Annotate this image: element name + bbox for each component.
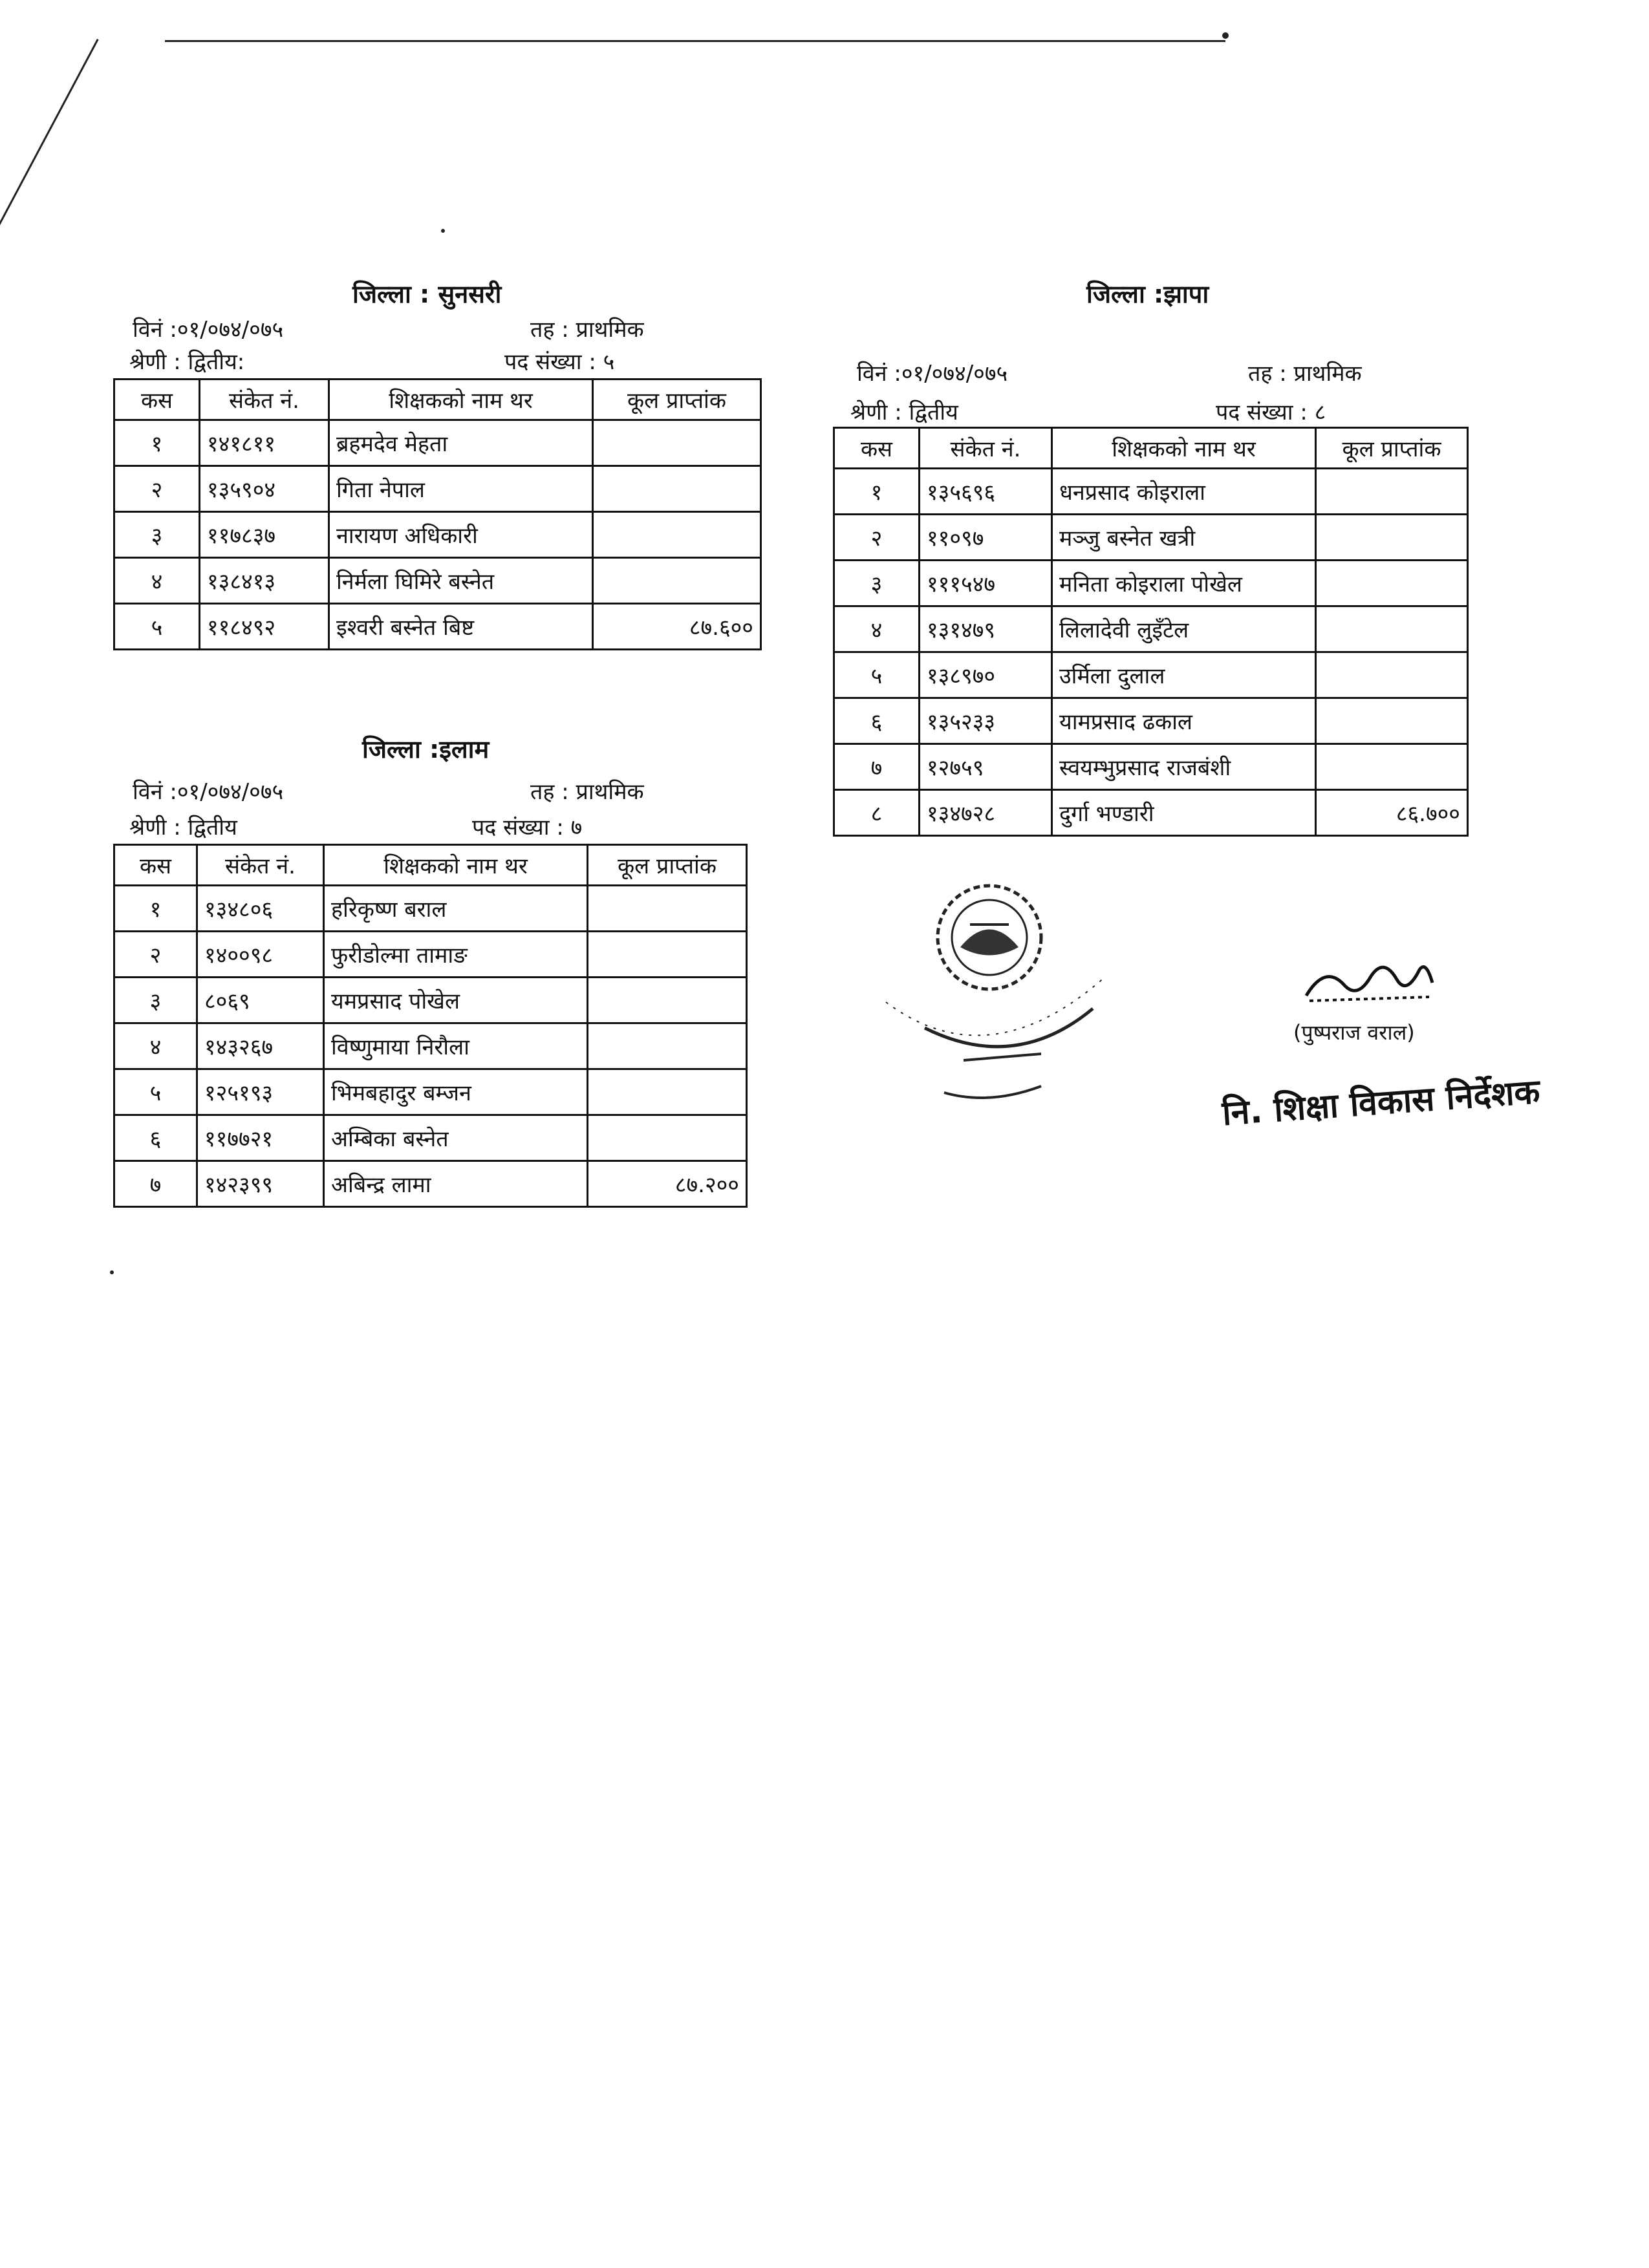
cell-marks bbox=[1316, 561, 1468, 606]
cell-marks bbox=[1316, 469, 1468, 515]
table-row bbox=[834, 606, 1468, 652]
table-row bbox=[114, 886, 747, 932]
cell-marks bbox=[593, 558, 761, 604]
results-table bbox=[113, 378, 762, 650]
table-row bbox=[834, 561, 1468, 606]
table-row bbox=[834, 698, 1468, 744]
cell-marks bbox=[1316, 606, 1468, 652]
table-header-row bbox=[114, 380, 761, 420]
col-header-sn: कस bbox=[834, 428, 920, 469]
cell-name: अबिन्द्र लामा bbox=[324, 1161, 588, 1207]
cell-marks bbox=[1316, 698, 1468, 744]
cell-name: भिमबहादुर बम्जन bbox=[324, 1069, 588, 1115]
cell-code: १३५९०४ bbox=[200, 466, 329, 512]
notice-number: विनं :०१/०७४/०७५ bbox=[133, 317, 284, 343]
cell-sn: १ bbox=[834, 469, 920, 515]
level-label: तह : प्राथमिक bbox=[530, 317, 644, 343]
cell-name: ब्रहमदेव मेहता bbox=[329, 420, 593, 466]
posts-count: पद संख्या : ७ bbox=[472, 815, 583, 840]
table-row bbox=[114, 978, 747, 1023]
district-title: जिल्ला : सुनसरी bbox=[352, 280, 502, 308]
cell-sn: ५ bbox=[114, 604, 200, 650]
cell-code: १२७५९ bbox=[920, 744, 1052, 790]
col-header-marks: कूल प्राप्तांक bbox=[1316, 428, 1468, 469]
cell-code: ८०६९ bbox=[197, 978, 324, 1023]
table-row bbox=[114, 1023, 747, 1069]
table-row bbox=[114, 420, 761, 466]
cell-marks bbox=[588, 978, 747, 1023]
scan-border-top bbox=[165, 40, 1225, 42]
cell-code: १४२३९९ bbox=[197, 1161, 324, 1207]
emblem-icon bbox=[938, 886, 1041, 989]
table-header-row bbox=[114, 845, 747, 886]
cell-code: ११७८३७ bbox=[200, 512, 329, 558]
results-table bbox=[113, 844, 748, 1208]
cell-sn: ३ bbox=[114, 512, 200, 558]
table-row bbox=[834, 515, 1468, 561]
cell-code: १४००९८ bbox=[197, 932, 324, 978]
cell-code: ११०९७ bbox=[920, 515, 1052, 561]
cell-marks: ८७.६०० bbox=[593, 604, 761, 650]
cell-name: इश्वरी बस्नेत बिष्ट bbox=[329, 604, 593, 650]
cell-marks bbox=[593, 466, 761, 512]
cell-marks: ८६.७०० bbox=[1316, 790, 1468, 836]
cell-sn: १ bbox=[114, 420, 200, 466]
col-header-sn: कस bbox=[114, 380, 200, 420]
table-row bbox=[114, 1161, 747, 1207]
cell-code: १११५४७ bbox=[920, 561, 1052, 606]
cell-code: ११७७२१ bbox=[197, 1115, 324, 1161]
official-seal-stamp bbox=[847, 866, 1145, 1151]
signatory-name: (पुष्पराज वराल) bbox=[1293, 1020, 1415, 1045]
cell-name: अम्बिका बस्नेत bbox=[324, 1115, 588, 1161]
cell-sn: ६ bbox=[834, 698, 920, 744]
scan-speck bbox=[110, 1270, 114, 1274]
col-header-name: शिक्षकको नाम थर bbox=[329, 380, 593, 420]
cell-marks bbox=[588, 1115, 747, 1161]
col-header-marks: कूल प्राप्तांक bbox=[588, 845, 747, 886]
cell-name: यमप्रसाद पोखेल bbox=[324, 978, 588, 1023]
results-table bbox=[833, 427, 1469, 837]
table-row bbox=[834, 744, 1468, 790]
cell-sn: ७ bbox=[114, 1161, 197, 1207]
table-row bbox=[114, 1069, 747, 1115]
cell-marks bbox=[588, 886, 747, 932]
district-title: जिल्ला :झापा bbox=[1086, 280, 1209, 308]
cell-sn: २ bbox=[114, 932, 197, 978]
table-row bbox=[834, 652, 1468, 698]
cell-sn: ४ bbox=[834, 606, 920, 652]
cell-sn: २ bbox=[834, 515, 920, 561]
cell-marks bbox=[588, 1023, 747, 1069]
col-header-name: शिक्षकको नाम थर bbox=[1052, 428, 1316, 469]
cell-code: १३५६९६ bbox=[920, 469, 1052, 515]
cell-marks bbox=[593, 420, 761, 466]
table-row bbox=[114, 512, 761, 558]
signature-mark bbox=[1300, 950, 1442, 1009]
cell-code: १४१८११ bbox=[200, 420, 329, 466]
cell-code: १४३२६७ bbox=[197, 1023, 324, 1069]
cell-name: धनप्रसाद कोइराला bbox=[1052, 469, 1316, 515]
cell-name: यामप्रसाद ढकाल bbox=[1052, 698, 1316, 744]
posts-count: पद संख्या : ५ bbox=[504, 349, 615, 375]
grade-label: श्रेणी : द्वितीय: bbox=[129, 349, 245, 375]
cell-marks: ८७.२०० bbox=[588, 1161, 747, 1207]
cell-code: १३८४१३ bbox=[200, 558, 329, 604]
cell-marks bbox=[588, 1069, 747, 1115]
cell-sn: ७ bbox=[834, 744, 920, 790]
col-header-name: शिक्षकको नाम थर bbox=[324, 845, 588, 886]
cell-marks bbox=[1316, 744, 1468, 790]
cell-name: दुर्गा भण्डारी bbox=[1052, 790, 1316, 836]
cell-sn: ४ bbox=[114, 558, 200, 604]
cell-sn: ५ bbox=[834, 652, 920, 698]
scan-speck bbox=[1222, 32, 1229, 39]
cell-name: मञ्जु बस्नेत खत्री bbox=[1052, 515, 1316, 561]
cell-sn: ३ bbox=[114, 978, 197, 1023]
notice-number: विनं :०१/०७४/०७५ bbox=[857, 361, 1008, 387]
cell-code: १३४७२८ bbox=[920, 790, 1052, 836]
signatory-office-stamp: नि. शिक्षा विकास निर्देशक bbox=[1221, 1072, 1542, 1133]
table-row bbox=[114, 558, 761, 604]
cell-code: १३१४७९ bbox=[920, 606, 1052, 652]
cell-marks bbox=[1316, 515, 1468, 561]
cell-name: उर्मिला दुलाल bbox=[1052, 652, 1316, 698]
cell-code: १३५२३३ bbox=[920, 698, 1052, 744]
scan-border-slant bbox=[0, 39, 99, 257]
cell-code: १२५१९३ bbox=[197, 1069, 324, 1115]
col-header-code: संकेत नं. bbox=[200, 380, 329, 420]
cell-code: १३४८०६ bbox=[197, 886, 324, 932]
cell-sn: ८ bbox=[834, 790, 920, 836]
table-row bbox=[834, 469, 1468, 515]
cell-code: १३८९७० bbox=[920, 652, 1052, 698]
level-label: तह : प्राथमिक bbox=[530, 779, 644, 805]
cell-name: नारायण अधिकारी bbox=[329, 512, 593, 558]
level-label: तह : प्राथमिक bbox=[1248, 361, 1362, 387]
cell-code: ११८४९२ bbox=[200, 604, 329, 650]
col-header-code: संकेत नं. bbox=[197, 845, 324, 886]
cell-name: गिता नेपाल bbox=[329, 466, 593, 512]
cell-name: हरिकृष्ण बराल bbox=[324, 886, 588, 932]
cell-sn: १ bbox=[114, 886, 197, 932]
cell-marks bbox=[588, 932, 747, 978]
col-header-marks: कूल प्राप्तांक bbox=[593, 380, 761, 420]
cell-sn: ६ bbox=[114, 1115, 197, 1161]
notice-number: विनं :०१/०७४/०७५ bbox=[133, 779, 284, 805]
grade-label: श्रेणी : द्वितीय bbox=[850, 400, 958, 425]
cell-marks bbox=[593, 512, 761, 558]
cell-name: मनिता कोइराला पोखेल bbox=[1052, 561, 1316, 606]
district-title: जिल्ला :इलाम bbox=[362, 735, 490, 764]
cell-name: लिलादेवी लुइँटेल bbox=[1052, 606, 1316, 652]
grade-label: श्रेणी : द्वितीय bbox=[129, 815, 237, 840]
cell-name: विष्णुमाया निरौला bbox=[324, 1023, 588, 1069]
table-row bbox=[114, 604, 761, 650]
cell-sn: ५ bbox=[114, 1069, 197, 1115]
table-row bbox=[114, 1115, 747, 1161]
cell-sn: २ bbox=[114, 466, 200, 512]
scan-speck bbox=[441, 229, 445, 233]
cell-marks bbox=[1316, 652, 1468, 698]
col-header-sn: कस bbox=[114, 845, 197, 886]
cell-sn: ३ bbox=[834, 561, 920, 606]
table-row bbox=[114, 932, 747, 978]
cell-name: फुरीडोल्मा तामाङ bbox=[324, 932, 588, 978]
col-header-code: संकेत नं. bbox=[920, 428, 1052, 469]
cell-sn: ४ bbox=[114, 1023, 197, 1069]
table-row bbox=[114, 466, 761, 512]
cell-name: निर्मला घिमिरे बस्नेत bbox=[329, 558, 593, 604]
table-header-row bbox=[834, 428, 1468, 469]
table-row bbox=[834, 790, 1468, 836]
cell-name: स्वयम्भुप्रसाद राजबंशी bbox=[1052, 744, 1316, 790]
posts-count: पद संख्या : ८ bbox=[1216, 400, 1326, 425]
